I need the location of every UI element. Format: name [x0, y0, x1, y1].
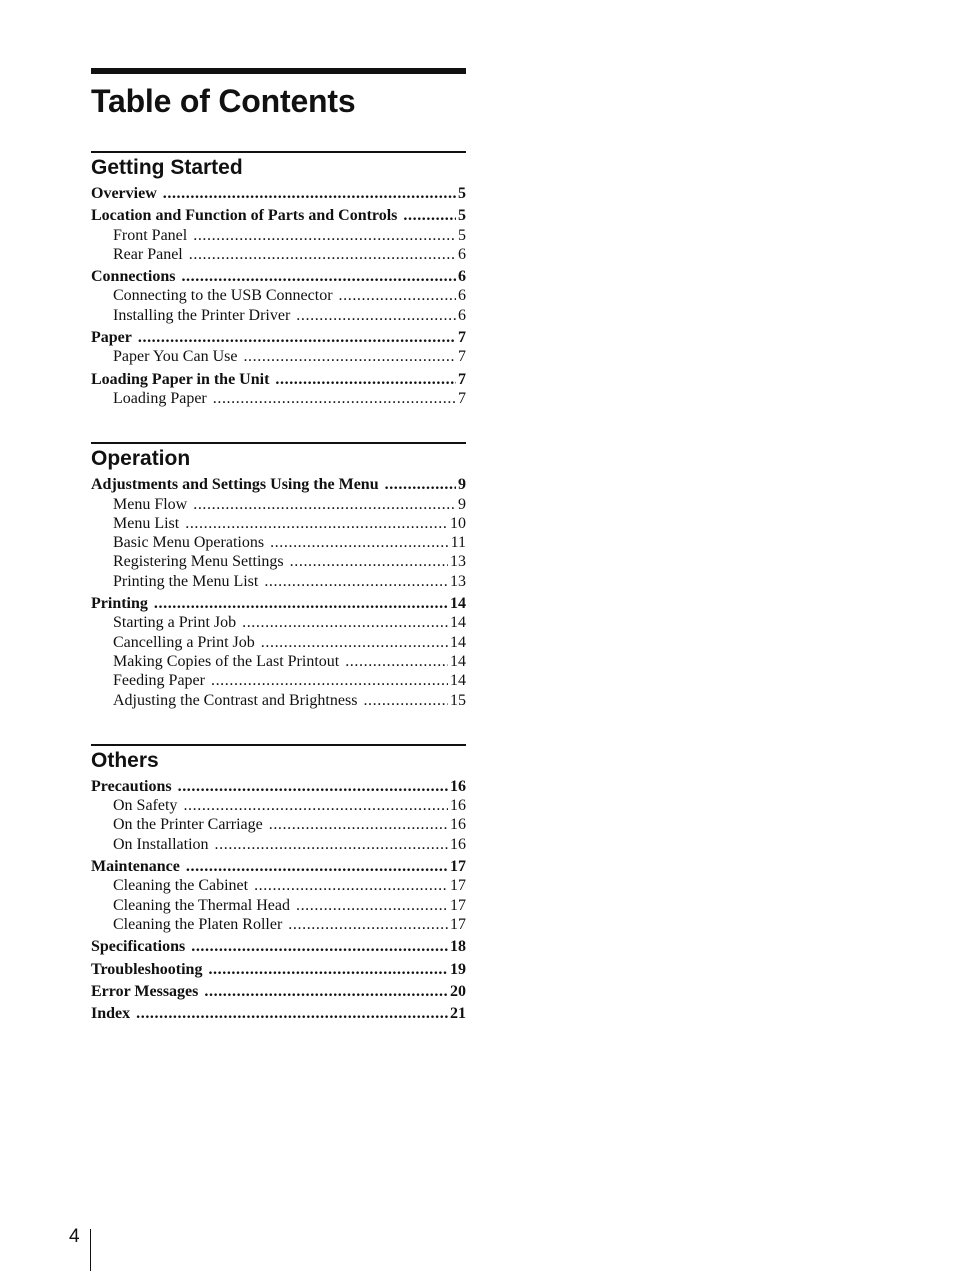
entry-page-number: 16 — [450, 777, 466, 795]
entry-title: Connecting to the USB Connector — [113, 287, 333, 305]
toc-entry[interactable] — [91, 960, 466, 979]
entry-title: Basic Menu Operations — [113, 534, 265, 552]
entry-page-number: 16 — [450, 797, 466, 815]
entry-title: Loading Paper — [113, 389, 207, 407]
dot-leader — [215, 835, 448, 854]
toc-entry[interactable] — [91, 267, 466, 286]
entry-page-number: 5 — [458, 207, 466, 225]
toc-subentry[interactable] — [91, 514, 466, 533]
section-title: Others — [91, 748, 159, 772]
dot-leader — [213, 389, 456, 408]
entry-page-number: 7 — [458, 329, 466, 347]
toc-subentry[interactable] — [91, 815, 466, 834]
toc-entry[interactable] — [91, 937, 466, 956]
entry-title: Printing the Menu List — [113, 572, 259, 590]
entry-title: Precautions — [91, 777, 172, 795]
toc-subentry[interactable] — [91, 896, 466, 915]
entry-title: Specifications — [91, 938, 186, 956]
dot-leader — [183, 796, 448, 815]
entry-title: Rear Panel — [113, 245, 183, 263]
toc-subentry[interactable] — [91, 613, 466, 632]
toc-subentry[interactable] — [91, 835, 466, 854]
entry-title: Adjustments and Settings Using the Menu — [91, 476, 379, 494]
entry-page-number: 14 — [450, 652, 466, 670]
dot-leader — [193, 495, 456, 514]
entry-page-number: 5 — [458, 185, 466, 202]
entry-title: Cleaning the Thermal Head — [113, 896, 290, 914]
entry-title: Index — [91, 1005, 131, 1023]
section-title: Getting Started — [91, 156, 243, 179]
entry-page-number: 9 — [458, 476, 466, 494]
entry-page-number: 11 — [450, 534, 466, 552]
toc-subentry[interactable] — [91, 286, 466, 305]
toc-entry[interactable] — [91, 857, 466, 876]
entry-title: Loading Paper in the Unit — [91, 370, 270, 388]
dot-leader — [189, 245, 456, 264]
entry-title: Overview — [91, 185, 157, 202]
entry-title: Maintenance — [91, 858, 180, 876]
toc-subentry[interactable] — [91, 671, 466, 690]
entry-title: On the Printer Carriage — [113, 816, 263, 834]
dot-leader — [208, 960, 448, 979]
entry-title: Connections — [91, 268, 176, 286]
dot-leader — [385, 475, 456, 494]
section-title: Operation — [91, 447, 191, 471]
toc-subentry[interactable] — [91, 306, 466, 325]
toc-entry[interactable] — [91, 475, 466, 494]
toc-entry[interactable] — [91, 777, 466, 796]
entry-title: Paper — [91, 329, 132, 347]
entry-page-number: 17 — [450, 896, 466, 914]
dot-leader — [181, 267, 456, 286]
toc-column — [91, 68, 466, 1023]
dot-leader — [154, 594, 448, 613]
toc-entry[interactable] — [91, 982, 466, 1001]
section-rule — [91, 442, 466, 444]
title-rule — [91, 68, 466, 74]
entry-title: Troubleshooting — [91, 960, 203, 978]
toc-subentry[interactable] — [91, 915, 466, 934]
entry-page-number: 9 — [458, 495, 466, 513]
entry-page-number: 16 — [450, 835, 466, 853]
toc-subentry[interactable] — [91, 691, 466, 710]
dot-leader — [191, 937, 448, 956]
dot-leader — [186, 857, 448, 876]
entry-page-number: 14 — [450, 633, 466, 651]
toc-subentry[interactable] — [91, 876, 466, 895]
entry-page-number: 16 — [450, 816, 466, 834]
entry-page-number: 10 — [450, 514, 466, 532]
entry-page-number: 21 — [450, 1005, 466, 1023]
entry-title: Installing the Printer Driver — [113, 306, 291, 324]
entry-page-number: 20 — [450, 982, 466, 1000]
entry-title: On Safety — [113, 797, 178, 815]
entry-page-number: 6 — [458, 245, 466, 263]
entry-title: Registering Menu Settings — [113, 553, 284, 571]
entry-title: Menu List — [113, 514, 180, 532]
entry-title: Adjusting the Contrast and Brightness — [113, 691, 358, 709]
toc-subentry[interactable] — [91, 226, 466, 245]
toc-section — [91, 744, 466, 1024]
entry-title: Menu Flow — [113, 495, 188, 513]
entry-page-number: 7 — [458, 389, 466, 407]
entry-page-number: 5 — [458, 226, 466, 244]
dot-leader — [163, 184, 456, 203]
toc-subentry[interactable] — [91, 533, 466, 552]
entry-page-number: 6 — [458, 306, 466, 324]
dot-leader — [178, 777, 448, 796]
toc-entry[interactable] — [91, 206, 466, 225]
toc-subentry[interactable] — [91, 633, 466, 652]
dot-leader — [264, 572, 448, 591]
dot-leader — [403, 206, 456, 225]
dot-leader — [363, 691, 448, 710]
dot-leader — [339, 286, 456, 305]
toc-sections — [91, 151, 466, 1023]
entry-page-number: 18 — [450, 938, 466, 956]
dot-leader — [275, 370, 456, 389]
toc-subentry[interactable] — [91, 495, 466, 514]
entry-page-number: 13 — [450, 572, 466, 590]
page-number: 4 — [69, 1226, 80, 1247]
dot-leader — [136, 1004, 448, 1023]
entry-title: Cleaning the Cabinet — [113, 877, 249, 895]
toc-section — [91, 442, 466, 710]
toc-subentry[interactable] — [91, 796, 466, 815]
entry-page-number: 6 — [458, 268, 466, 286]
entry-page-number: 14 — [450, 672, 466, 690]
entry-title: Cleaning the Platen Roller — [113, 915, 283, 933]
entry-page-number: 19 — [450, 960, 466, 978]
section-rule — [91, 151, 466, 153]
toc-entry[interactable] — [91, 184, 466, 203]
toc-subentry[interactable] — [91, 652, 466, 671]
entry-page-number: 7 — [458, 370, 466, 388]
toc-entry[interactable] — [91, 594, 466, 613]
page-title: Table of Contents — [91, 83, 356, 119]
dot-leader — [290, 552, 448, 571]
toc-subentry[interactable] — [91, 389, 466, 408]
dot-leader — [138, 328, 456, 347]
entry-title: Error Messages — [91, 982, 199, 1000]
entry-title: On Installation — [113, 835, 209, 853]
dot-leader — [296, 306, 456, 325]
toc-entry[interactable] — [91, 370, 466, 389]
entry-title: Printing — [91, 595, 148, 613]
entry-title: Feeding Paper — [113, 672, 205, 690]
toc-subentry[interactable] — [91, 552, 466, 571]
entry-page-number: 15 — [450, 691, 466, 709]
entry-page-number: 13 — [450, 553, 466, 571]
dot-leader — [193, 226, 456, 245]
entry-title: Paper You Can Use — [113, 348, 238, 366]
page-number-rule — [90, 1229, 91, 1271]
toc-subentry[interactable] — [91, 245, 466, 264]
toc-subentry[interactable] — [91, 572, 466, 591]
dot-leader — [296, 896, 448, 915]
entry-page-number: 17 — [450, 915, 466, 933]
toc-entry[interactable] — [91, 328, 466, 347]
dot-leader — [185, 514, 448, 533]
toc-section — [91, 151, 466, 408]
entry-title: Making Copies of the Last Printout — [113, 652, 340, 670]
dot-leader — [204, 982, 448, 1001]
entry-title: Location and Function of Parts and Controls — [91, 207, 398, 225]
entry-title: Cancelling a Print Job — [113, 633, 255, 651]
dot-leader — [261, 633, 448, 652]
dot-leader — [254, 876, 448, 895]
entry-page-number: 7 — [458, 348, 466, 366]
entry-title: Starting a Print Job — [113, 614, 237, 632]
entry-title: Front Panel — [113, 226, 188, 244]
entry-page-number: 17 — [450, 877, 466, 895]
dot-leader — [269, 815, 448, 834]
dot-leader — [270, 533, 449, 552]
toc-subentry[interactable] — [91, 347, 466, 366]
dot-leader — [243, 347, 456, 366]
dot-leader — [288, 915, 448, 934]
toc-entry[interactable] — [91, 1004, 466, 1023]
dot-leader — [345, 652, 448, 671]
entry-page-number: 14 — [450, 595, 466, 613]
entry-page-number: 6 — [458, 287, 466, 305]
section-rule — [91, 744, 466, 746]
dot-leader — [211, 671, 448, 690]
dot-leader — [242, 613, 448, 632]
entry-page-number: 17 — [450, 858, 466, 876]
entry-page-number: 14 — [450, 614, 466, 632]
